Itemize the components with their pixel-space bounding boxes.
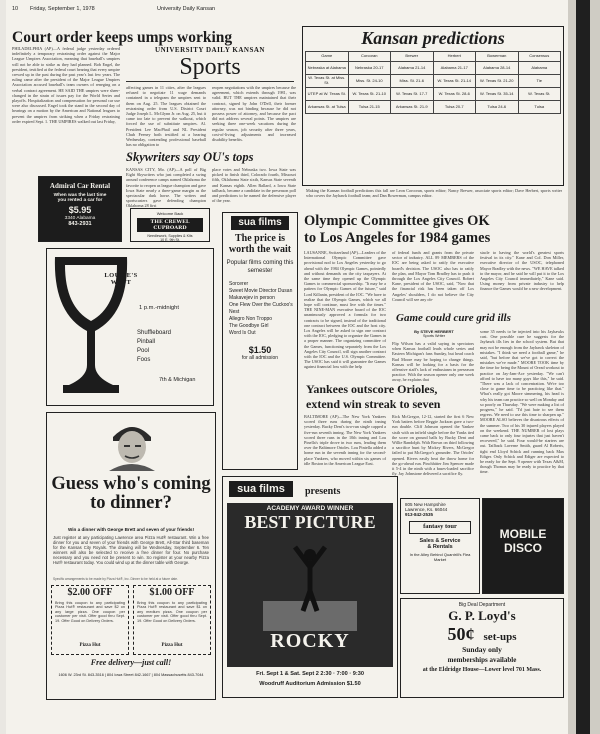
crewel-address: 10 E. 9th St. [160,238,180,242]
predictions-caption: Making the Kansan football predictions this fall are Leon Corcoran, sports editor; Nancy Brewer, associate sports editor; Dave Herbert, sports writer who covers the Jayhawk football team; and Dan Bowerman, campus editor. [306,188,562,199]
admiral-price: $5.95 [68,205,92,216]
pizza-hut-delivery: Free delivery—just call! [90,658,172,667]
gp-item: set-ups [483,630,517,643]
louises-games-list [137,329,211,365]
grid-ills-title: Sports Writer [422,334,446,338]
admiral-line1: When was the last time [53,193,107,199]
olympic-col1: LAUSANNE, Switzerland (AP)—Leaders of the International Olympic Committee gave provisional nod to Los Angeles yesterday to go ahead with the 1984 Olympic Games, pointedly and without demands on the city taxpayers. At the same time they opened up the Olympic Games to commercial sponsorship. "It may be a pattern for Olympic Games of the future," said Lord Killanin, president of the IOC. "We have to realize that the Olympic Games, which we all hope will continue, must live with the times." THE NINE-MAN executive board of the IOC unanimously approved a formula for two contracts to be signed, instead of the traditional one contract between the IOC and the host city. Los Angeles will be asked to sign one contract with the IOC, pledging to organize the Games in a proper manner. The organizing committee of the Games, functioning separately from the Los Angeles City Council, will sign another contract with the IOC and the U.S. Olympic Committee. The USOC has said it will guarantee the Games against financial loss with the help [304,250,386,370]
coupon-2-off-amount: $2.00 OFF [67,587,113,598]
louises-game-item: Foos [137,357,151,363]
fantasy-line1: Sales & Service [419,537,461,544]
predictions-title: Kansan predictions [361,28,505,48]
predictions-header-cell: Brewer [391,52,434,62]
yankees-headline-2: extend win streak to seven [306,397,441,411]
predictions-table [305,51,561,114]
film-item: Word Is Out [229,330,256,336]
predictions-header-cell: Game [306,52,349,62]
table-cell: W. Texas St. 35-14 [476,88,519,101]
sua1-film-list [229,281,294,337]
umps-headline: Court order keeps umps working [12,29,233,46]
pizza-hut-addresses: 1606 W. 23rd St. 843-3516 | 804 Iowa Street 842-1667 | 804 Massachusetts 843-7044 [58,673,204,677]
table-row [306,88,561,101]
sports-masthead: Sports [179,54,241,80]
louises-game-item: Shuffleboard [137,330,171,336]
table-cell: W. Texas St. 28-6 [433,88,476,101]
skywriters-col1: KANSAS CITY, Mo. (AP)—A poll of Big Eight Skywriters who just completed a swing around conference camps named Oklahoma the favorite to reopen as league champion and gave Iowa State nearly a three-game margin as the spectacular dark horse. The writers and sportscasters gave defending champion Oklahoma 28 first [126,167,206,209]
coupon-1-off[interactable] [133,585,211,655]
sua1-price-note: for all admission [241,355,279,361]
predictions-header-cell: Consensus [518,52,561,62]
table-cell: Arkansas St. 21-9 [391,101,434,114]
predictions-header-cell: Corcoran [348,52,391,62]
skywriters-col2: place votes and Nebraska two. Iowa State was picked to finish third, Colorado fourth, Missouri fifth, Oklahoma State sixth, Kansas State seventh and Kansas eighth. Allen Ballard, a Iowa State tailback, became a candidate in the preseason poll and predictions to be named the defensive player of the year. [212,167,296,204]
table-cell: Alabama 28-14 [476,62,519,75]
sua1-headline: The price is worth the wait [228,233,292,255]
fantasy-line3: In the Alley Behind Quantrill's Flea Market [409,551,471,562]
louises-west-ad [46,248,214,406]
sua1-price: $1.50 [248,345,272,355]
gp-day: Sunday only [462,644,502,654]
table-cell: Tulsa 20-7 [433,101,476,114]
table-cell: Miss. St. 24-10 [348,75,391,88]
fantasy-city: Lawrence, Ks. 66044 [405,507,448,512]
film-item: Sweet Movie Director Dusan Makavejev in person [229,288,293,301]
pizza-hut-headline: Guess who's coming to dinner? [51,474,211,514]
admiral-address: 3340 Alabama [64,216,96,222]
gp-loyds-ad [400,598,564,698]
film-item: One Flew Over the Cuckoo's Nest [229,302,293,315]
newspaper-page [6,0,568,734]
disco-line2: DISCO [503,541,542,555]
table-cell: Tulsa 21-15 [348,101,391,114]
olympic-headline-2: to Los Angeles for 1984 games [304,230,491,246]
masthead-top: UNIVERSITY DAILY KANSAN [155,46,265,54]
table-cell: Nebraska at Alabama [306,62,349,75]
pizza-hut-fine-print: Specific arrangements to be made by Pizza Hut®, Inc. Dinner to be held at a future date. [53,577,178,581]
rocky-best-picture: BEST PICTURE [244,512,376,532]
crewel-welcome: Welcome Back [156,211,184,216]
skywriters-headline: Skywriters say OU's tops [126,150,254,164]
pizza-hut-body: Just register at any participating Lawrence area Pizza Hut® restaurant. Win a free dinner for you and seven of your friends with George Brett, All-Star third baseman for the Kansas City Royals. The drawing will be Wednesday, September 6. Ten winners will also be selected to receive a free dinner for four. No purchase necessary and you need not be present to win. So register at your nearby Pizza Hut® restaurant today. You could wind up at the dinner table with George. [53,535,209,565]
fantasy-tour-ad [400,498,480,594]
folio-line [12,6,568,16]
louises-location: 7th & Michigan [159,377,196,383]
grid-ills-byline: By STEVE HERBERT [414,329,454,334]
sua1-sub: Popular films coming this semester [226,260,294,274]
olympic-headline-1: Olympic Committee gives OK [304,213,490,229]
predictions-header-cell: Herbert [433,52,476,62]
olympic-col2: of federal funds and grants from the private sector of industry. ALL 89 MEMBERS of the IOC are being asked to ratify the executive board's decision. The USOC also has to ratify the plan, and Mayor Tom Bradley has to push it through the Los Angeles City Council. Robert Kane, president of the USOC, said, "Now that the financial risk has been taken off Los Angeles' shoulders, I do not believe the City Council will see any ob- [392,250,474,302]
table-row [306,75,561,88]
louises-name: LOUISE'S WEST [104,272,138,286]
film-item: Allegro Non Troppo [229,316,273,322]
crewel-tag: Needlework, Supplies & Kits [147,234,193,238]
table-cell: W. Texas St. at Miss. St. [306,75,349,88]
pizza-hut-subhead: Win a dinner with George Brett and seven of your friends! [67,527,195,532]
louises-game-item: Pinball [137,339,156,345]
table-cell: W. Texas St. 21-10 [348,88,391,101]
yankees-col1: BALTIMORE (AP)—The New York Yankees scored three runs during the ninth inning yesterday. Bucky Dent's two-run single capped a five-run seventh inning. The New York Yankees scored three runs in the 10th inning and Lou Pinella's triple drove in two runs, leading them over the Baltimore Orioles. Lou Piniella added a home run in the seventh inning for the second-place Yankees, who moved within six games of idle Boston in the American League East. [304,414,386,466]
rocky-award: ACADEMY AWARD WINNER [266,505,354,512]
predictions-header-cell: Bowerman [476,52,519,62]
sua-films-ad-2 [222,476,398,698]
coupon-1-off-text: Bring this coupon to any participating Pizza Hut® restaurant and save $1 on any medium pizza. One coupon per customer per visit. Offer good thru Sept. 19. Offer Good on Delivery Orders. [137,600,207,623]
sua-logo: sua films [229,481,293,497]
yankees-headline-1: Yankees outscore Orioles, [306,382,438,396]
table-cell: W. Texas St. 21-20 [476,75,519,88]
table-cell: Miss. St. 21-6 [391,75,434,88]
grid-ills-col1: Flip Wilson has a valid saying in spectators when Kansas football leads whole series and Eastern Michigan's fans Sunday, but head coach Bud Moore may be hoping to change things. Kansas will be looking for a basis for the offensive staff's lack of enthusiasm in preseason practice. With the season opener only one week away, he explains that [392,341,474,383]
crewel-cupboard-ad [130,208,210,242]
rocky-poster [227,503,393,667]
louises-hours: 1 p.m.-midnight [139,305,179,311]
gp-memberships: memberships available [447,655,517,664]
olympic-col3: stacle to having the world's greatest sports festival in its city." Kane and Col. Don Miller, executive director of the USOC, telephoned Mayor Bradley with the news. "WE HAVE talked to the mayor, and he said he will put it to the Los Angeles City Council immediately," Kane said. Using money from private industry to help finance the Games would be a new development. [480,250,564,292]
table-cell: Tulsa 24-6 [476,101,519,114]
gp-location: at the Eldridge House—Lower level 701 Mass. [422,666,542,673]
gp-offer [401,625,563,644]
table-cell: W. Texas St. [518,88,561,101]
kansan-predictions-box [302,26,564,186]
pizza-hut-logo: Pizza Hut [161,642,183,648]
table-cell: W. Texas St. 21-14 [433,75,476,88]
admiral-car-rental-ad [38,176,122,242]
pizza-hut-logo: Pizza Hut [79,642,101,648]
crewel-name: THE CREWEL CUPBOARD [137,218,203,232]
admiral-title: Admiral Car Rental [49,182,111,190]
film-item: The Goodbye Girl [229,323,269,329]
table-cell: Tie [518,75,561,88]
fantasy-name: fantasy tour [409,521,471,534]
sua-films-ad-1 [222,212,298,470]
louises-game-item: Pool [137,348,150,354]
fantasy-line2: & Rentals [427,543,453,550]
george-brett-portrait [107,417,157,471]
disco-line1: MOBILE [499,527,547,541]
fantasy-phone: 913-842-2535 [405,512,434,517]
gp-price: 50¢ [447,623,475,644]
issue-date: Friday, September 1, 1978 [30,6,95,12]
sua-logo: sua films [231,216,289,230]
table-cell: Nebraska 20-17 [348,62,391,75]
fantasy-address: 805 New Hampshire [405,502,446,507]
table-row [306,62,561,75]
mobile-disco-ad [482,498,564,594]
page-number: 10 [12,6,19,12]
coupon-2-off-text: Bring this coupon to any participating Pizza Hut® restaurant and save $2 on any large pizza. One coupon per customer per visit. Offer good thru Sept. 19. Offer Good on Delivery Orders. [55,600,125,623]
coupon-1-off-amount: $1.00 OFF [149,587,195,598]
umps-story-col2: affecting games in 11 cities, after the leagues refused to negotiate 11 wage demands contained in a telegram the umpires sent to them on Aug. 25. The leagues obtained the restraining order from U.S. District Court Judge Joseph L. McGlynn Jr. on Aug. 25, but it came too late to prevent the walkout, which forced the use of substitute umpires. Al. President Lee MacPhail and NL President Chub Feeney both testified at a hearing Wednesday, contending professional baseball has no obligation to [126,85,206,148]
predictions-header-row [306,52,561,62]
table-cell: Alabama 21-14 [391,62,434,75]
table-cell: Alabama 21-17 [433,62,476,75]
coupon-2-off[interactable] [51,585,129,655]
rocky-showtimes: Fri. Sept 1 & Sat. Sept 2 2:30 · 7:00 · 9:30 [256,671,364,677]
grid-ills-headline: Game could cure grid ills [396,312,511,324]
rocky-title: ROCKY [270,630,350,652]
binder-edge [568,0,600,734]
paper-name: University Daily Kansan [157,6,216,12]
umps-story-col3: reopen negotiations with the umpires because the agreement, which extends through 1981, was valid. BUT THE umpires maintained that their contract, signed by John O'Dell, their former attorney, was not binding because he did not possess power of attorney, and because the pact did not address several points. The umpires are seeking three one-week vacations during the regular season, job security after three years, cost-of-living adjustments and increased disability benefits. [212,85,296,143]
gp-name: G. P. Loyd's [448,608,516,623]
umps-story-col1: PHILADELPHIA (AP)—A federal judge yesterday ordered indefinitely a temporary restraining order against the Major League Umpires Association, meaning that baseball's umpires will not be able to strike as they had planned. Bob Engel, the president, testified at the federal court hearing that every umpire crewed up in the past during the past year's last few years. The ruling came after the president of the Major League Umpires Association accused baseball's team owners of reneging on a verbal contract agreement. HE SAID THE umpires were sheer-changed in the strain of issues pay for the World Series and playoffs. Hospitalization and compensation for personal car use were also discussed. Engel took the stand in the second day of hearings on a motion by the American and National leagues to prevent the umpires from striking when a Friday restraining order expired Sept. 1. THE UMPIRES walked out last Friday, [12,46,120,124]
yankees-col2: Rick McGregor, 12-12, started the first 6 New York batters before Reggie Jackson gave a two-run double. Cliff Johnson opened the Yankee sixth with an infield single before the Yanks tied the score on ground balls by Bucky Dent and Willie Randolph. With Brown on third following a sacrifice bunt by Mickey Rivers, McGregor failed to put McGregor's grounder. The Orioles' opened. Rivers easily beat the throw home for the go-ahead run. Pinchhitter Jim Spencer made it 5-4 in the ninth with a bases-loaded sacrifice fly. Jay Johnstone delivered a sacrifice fly. [392,414,474,477]
sua2-presents: presents [305,486,341,497]
pizza-hut-ad [46,412,216,700]
table-cell: Tulsa [518,101,561,114]
admiral-phone: 843-2931 [68,221,92,228]
rocky-silhouette [263,541,357,631]
table-cell: Arkansas St. at Tulsa [306,101,349,114]
table-cell: UTEP at W. Texas St. [306,88,349,101]
gp-top: Big Deal Department [458,602,506,608]
grid-ills-col2: some 35 needs to be injected into his Jayhawks cast. One possible cure he suggests for the Jayhawk ills lies in the school system. But that may not be enough from the Jayhawk skeleton of mistakes. "I think we need a football game," he said, "but before that we've got to correct the mistakes we've made." MOORE TOOK time by the time for being the Mount of Oread workout to practice on Jay-Jam-Ace yesterday. "We can't afford to have too many guys like this," he said. "There was a lack of concentration. We're too close to game time to be practicing like that." What's really got Moore simmering, his head is why his team can practice so well on Monday and so poorly on Thursday. "We were making a list of progress," he said. "I'd just hate to see them regress. We need to use this time to sharpen up." MOORE ALSO believes the disastrous effects of the summer. Two of his 30 injured players played on the weekend. THE NUMBER of lost plays came back to only four injuries that just haven't recovered," he said. Four would-be starters are out. Tailback Laverne Smith, guard Al Roberts, tight end Lloyd Schick and running back Max Ediger. Only Schick and Ediger are expected to be ready for the Sept. 9 opener with Texas A&M, though Thomas may be ready to practice by that time. [480,329,564,475]
table-cell: W. Texas St. 17-7 [391,88,434,101]
rocky-venue: Woodruff Auditorium Admission $1.50 [259,681,361,687]
film-item: Sorcerer [229,281,249,287]
table-row [306,101,561,114]
admiral-line2: you rented a car for [57,198,103,204]
table-cell: Alabama [518,62,561,75]
